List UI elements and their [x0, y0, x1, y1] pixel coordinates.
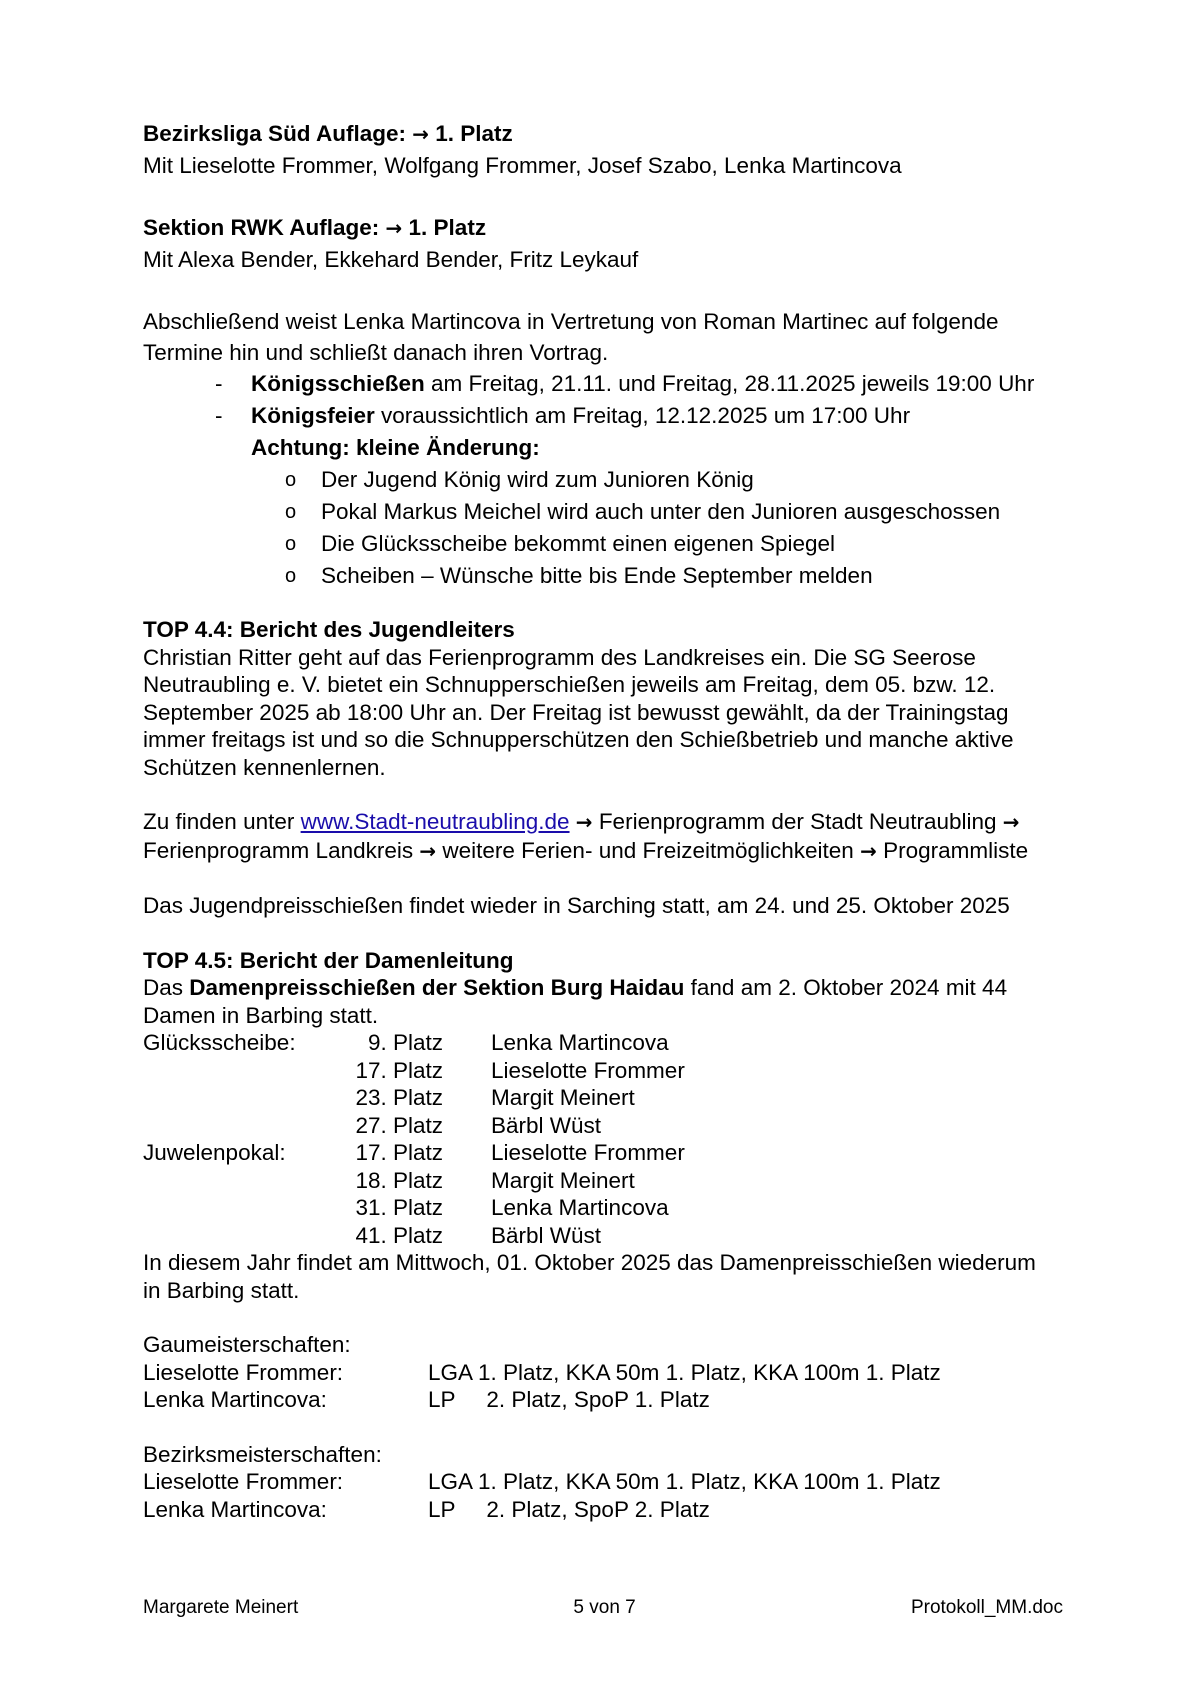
- list-item-koenigsschiessen: - Königsschießen am Freitag, 21.11. und Freitag, 28.11.2025 jeweils 19:00 Uhr: [143, 368, 1113, 400]
- sektion-members: Mit Alexa Bender, Ekkehard Bender, Fritz Leykauf: [143, 247, 639, 272]
- footer-page-number: 5 von 7: [573, 1597, 636, 1618]
- table-row: 17. Platz Lieselotte Frommer: [355, 1057, 685, 1083]
- achtung-note: Achtung: kleine Änderung:: [251, 435, 540, 460]
- table-row: 31. Platz Lenka Martincova: [355, 1195, 669, 1220]
- footer-author: Margarete Meinert: [143, 1597, 299, 1618]
- stadt-neutraubling-link[interactable]: www.Stadt-neutraubling.de: [300, 809, 570, 834]
- arrow-right-icon: →: [419, 838, 437, 863]
- table-row: 27. Platz Bärbl Wüst: [355, 1112, 602, 1138]
- top44-line: Christian Ritter geht auf das Ferienprogramm des Landkreises ein. Die SG Seerose: [143, 644, 976, 670]
- bezirk-title: Bezirksmeisterschaften:: [143, 1441, 382, 1467]
- table-row: Lenka Martincova: LP 2. Platz, SpoP 1. Platz: [143, 1387, 710, 1412]
- table-row: Lieselotte Frommer: LGA 1. Platz, KKA 50m 1. Platz, KKA 100m 1. Platz: [143, 1359, 941, 1385]
- circle-bullet: o: [285, 501, 297, 523]
- arrow-right-icon: →: [860, 838, 877, 863]
- table-row: Lenka Martincova: LP 2. Platz, SpoP 2. Platz: [143, 1496, 710, 1522]
- bezirksliga-members: Mit Lieselotte Frommer, Wolfgang Frommer, Josef Szabo, Lenka Martincova: [143, 153, 902, 178]
- change-item: o Die Glücksscheibe bekommt einen eigenen Spiegel: [143, 528, 1113, 560]
- outro-line-1: In diesem Jahr findet am Mittwoch, 01. Oktober 2025 das Damenpreisschießen wiederum: [143, 1250, 1036, 1275]
- bezirksmeisterschaften: [143, 1441, 1113, 1524]
- jugendpreis-line: Das Jugendpreisschießen findet wieder in Sarching statt, am 24. und 25. Oktober 2025: [143, 893, 1010, 918]
- table-row: 23. Platz Margit Meinert: [355, 1085, 635, 1110]
- arrow-right-icon: →: [1002, 810, 1020, 834]
- footer-filename: Protokoll_MM.doc: [910, 1597, 1063, 1618]
- change-item: o Scheiben – Wünsche bitte bis Ende September melden: [143, 560, 1113, 592]
- table-row: Glücksscheibe: 9. Platz Lenka Martincova: [143, 1030, 669, 1055]
- arrow-right-icon: →: [412, 122, 429, 146]
- arrow-right-icon: →: [575, 810, 593, 834]
- circle-bullet: o: [285, 469, 297, 491]
- top45-intro-2: Damen in Barbing statt.: [143, 1002, 379, 1028]
- dash-bullet: -: [215, 403, 223, 428]
- top44-line: Neutraubling e. V. bietet ein Schnupperschießen jeweils am Freitag, dem 05. bzw. 12.: [143, 672, 996, 697]
- table-row: Juwelenpokal: 17. Platz Lieselotte Frommer: [143, 1140, 685, 1165]
- page-footer: [143, 1597, 1063, 1619]
- abschluss-line-1: Abschließend weist Lenka Martincova in Vertretung von Roman Martinec auf folgende: [143, 309, 999, 334]
- bezirksliga-heading: Bezirksliga Süd Auflage: → 1. Platz: [143, 121, 513, 146]
- top44-line: immer freitags ist und so die Schnupperschützen den Schießbetrieb und manche aktive: [143, 727, 1014, 752]
- circle-bullet: o: [285, 565, 297, 587]
- find-line-2: Ferienprogramm Landkreis → weitere Ferien- und Freizeitmöglichkeiten → Programmliste: [143, 837, 1029, 863]
- top44-line: Schützen kennenlernen.: [143, 754, 386, 780]
- change-item: o Pokal Markus Meichel wird auch unter den Junioren ausgeschossen: [143, 496, 1113, 528]
- gau-title: Gaumeisterschaften:: [143, 1332, 351, 1357]
- circle-bullet: o: [285, 533, 297, 555]
- abschluss-line-2: Termine hin und schließt danach ihren Vortrag.: [143, 340, 609, 365]
- gaumeisterschaften: [143, 1331, 1113, 1414]
- top45-intro: Das Damenpreisschießen der Sektion Burg Haidau fand am 2. Oktober 2024 mit 44: [143, 975, 1008, 1000]
- document-page: [143, 118, 1113, 1523]
- dash-bullet: -: [215, 371, 223, 396]
- table-row: 41. Platz Bärbl Wüst: [355, 1222, 602, 1248]
- table-row: 18. Platz Margit Meinert: [355, 1167, 635, 1193]
- outro-line-2: in Barbing statt.: [143, 1277, 300, 1303]
- arrow-right-icon: →: [385, 216, 403, 240]
- find-line-1: Zu finden unter www.Stadt-neutraubling.de → Ferienprogramm der Stadt Neutraubling →: [143, 809, 1020, 834]
- table-row: Lieselotte Frommer: LGA 1. Platz, KKA 50m 1. Platz, KKA 100m 1. Platz: [143, 1469, 941, 1494]
- change-item: o Der Jugend König wird zum Junioren König: [143, 464, 1113, 496]
- list-item-koenigsfeier: - Königsfeier voraussichtlich am Freitag, 12.12.2025 um 17:00 Uhr: [143, 400, 1113, 432]
- results-table: [143, 1029, 1113, 1249]
- sektion-heading: Sektion RWK Auflage: → 1. Platz: [143, 215, 487, 240]
- top44-line: September 2025 ab 18:00 Uhr an. Der Freitag ist bewusst gewählt, da der Trainingstag: [143, 699, 1009, 725]
- top44-heading: TOP 4.4: Bericht des Jugendleiters: [143, 617, 515, 642]
- top45-heading: TOP 4.5: Bericht der Damenleitung: [143, 947, 514, 973]
